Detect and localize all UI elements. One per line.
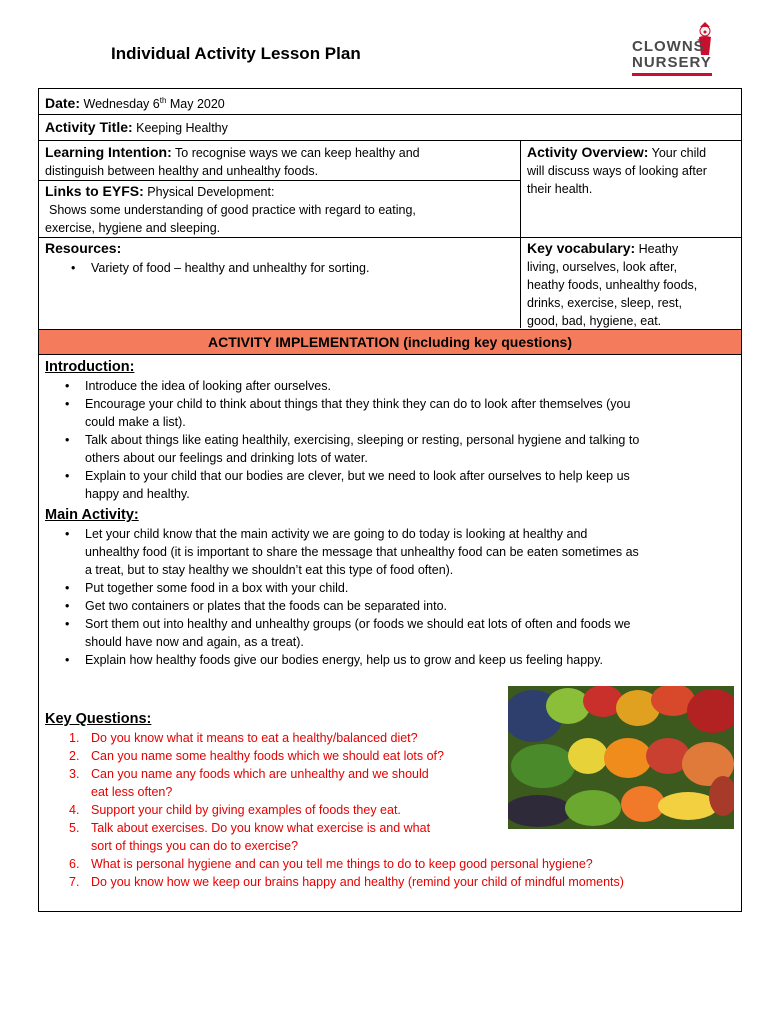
links-eyfs-detail-2: exercise, hygiene and sleeping.: [45, 221, 221, 235]
activity-overview-value-3: their health.: [527, 182, 593, 196]
list-item: • Talk about things like eating healthily, exercising, sleeping or resting, personal hygiene and talking to others about our feelings and drinking lots of water.: [85, 431, 741, 467]
list-item: • Sort them out into healthy and unhealthy groups (or foods we should eat lots of often and foods we should have now and again, as a treat).: [85, 615, 741, 651]
key-vocabulary-line: Heathy: [638, 242, 679, 256]
links-eyfs-cell: [39, 180, 520, 239]
logo-line-1: CLOWNS: [632, 38, 705, 55]
page-title: Individual Activity Lesson Plan: [111, 44, 361, 63]
main-activity-section: [39, 505, 741, 669]
introduction-heading: Introduction:: [45, 359, 135, 375]
clowns-nursery-logo: [628, 22, 720, 82]
date-row: [39, 89, 741, 115]
key-questions-list: [39, 729, 741, 891]
list-item: 4. Support your child by giving examples of foods they eat.: [69, 803, 401, 817]
list-item: • Put together some food in a box with your child.: [85, 579, 741, 597]
list-item: 1. Do you know what it means to eat a healthy/balanced diet?: [69, 731, 418, 745]
key-vocabulary-label: Key vocabulary:: [527, 240, 636, 256]
list-item: 5. Talk about exercises. Do you know what exercise is and what sort of things you can do to exercise?: [69, 821, 431, 853]
lesson-plan-table: [38, 88, 742, 912]
logo-underline: [632, 73, 712, 76]
activity-title-label: Activity Title:: [45, 119, 133, 135]
introduction-list: [39, 377, 741, 503]
list-item: • Variety of food – healthy and unhealthy for sorting.: [91, 259, 514, 277]
main-activity-heading: Main Activity:: [45, 507, 139, 523]
main-activity-list: [39, 525, 741, 669]
list-item: 6. What is personal hygiene and can you tell me things to do to keep good personal hygiene?: [69, 857, 593, 871]
resources-cell: [39, 237, 520, 279]
activity-overview-label: Activity Overview:: [527, 144, 649, 160]
list-item: • Encourage your child to think about things that they think they can do to look after themselves (you could make a list).: [85, 395, 741, 431]
resources-label: Resources:: [45, 240, 122, 256]
list-item: • Explain to your child that our bodies are clever, but we need to look after ourselves to help keep us happy and healthy.: [85, 467, 741, 503]
key-vocabulary-line: living, ourselves, look after,: [527, 260, 678, 274]
list-item: • Explain how healthy foods give our bodies energy, help us to grow and keep us feeling happy.: [85, 651, 741, 669]
links-eyfs-label: Links to EYFS:: [45, 183, 144, 199]
implementation-header: ACTIVITY IMPLEMENTATION (including key questions): [39, 329, 741, 355]
list-item: • Let your child know that the main activity we are going to do today is looking at healthy and unhealthy food (it is important to share the message that unhealthy food can be eaten sometimes as a treat, but to stay healthy we shouldn’t eat this type of food often).: [85, 525, 741, 579]
key-questions-section: [39, 709, 741, 891]
date-label: Date:: [45, 95, 81, 112]
activity-overview-value-2: will discuss ways of looking after: [527, 164, 707, 178]
learning-intention-cell: [39, 141, 520, 182]
learning-intention-value: To recognise ways we can keep healthy and: [175, 146, 420, 160]
date-value: Wednesday 6th May 2020: [83, 96, 225, 112]
activity-title-value: Keeping Healthy: [136, 121, 228, 135]
key-vocabulary-line: good, bad, hygiene, eat.: [527, 314, 662, 328]
links-eyfs-detail-1: Shows some understanding of good practice with regard to eating,: [49, 203, 416, 217]
links-eyfs-value: Physical Development:: [147, 185, 275, 199]
key-questions-heading: Key Questions:: [45, 711, 152, 727]
list-item: 2. Can you name some healthy foods which we should eat lots of?: [69, 749, 444, 763]
activity-overview-value-1: Your child: [651, 146, 707, 160]
key-vocabulary-line: heathy foods, unhealthy foods,: [527, 278, 698, 292]
list-item: 7. Do you know how we keep our brains happy and healthy (remind your child of mindful moments): [69, 875, 624, 889]
list-item: • Introduce the idea of looking after ourselves.: [85, 377, 741, 395]
logo-line-2: NURSERY: [632, 54, 712, 71]
key-vocabulary-cell: [521, 237, 741, 332]
activity-overview-cell: [521, 141, 741, 200]
key-vocabulary-line: drinks, exercise, sleep, rest,: [527, 296, 682, 310]
list-item: • Get two containers or plates that the foods can be separated into.: [85, 597, 741, 615]
learning-intention-label: Learning Intention:: [45, 144, 172, 160]
activity-title-row: [39, 115, 741, 141]
list-item: 3. Can you name any foods which are unhealthy and we should eat less often?: [69, 767, 429, 799]
resources-list: [45, 259, 514, 277]
introduction-section: [39, 357, 741, 503]
learning-intention-value-2: distinguish between healthy and unhealthy foods.: [45, 164, 319, 178]
